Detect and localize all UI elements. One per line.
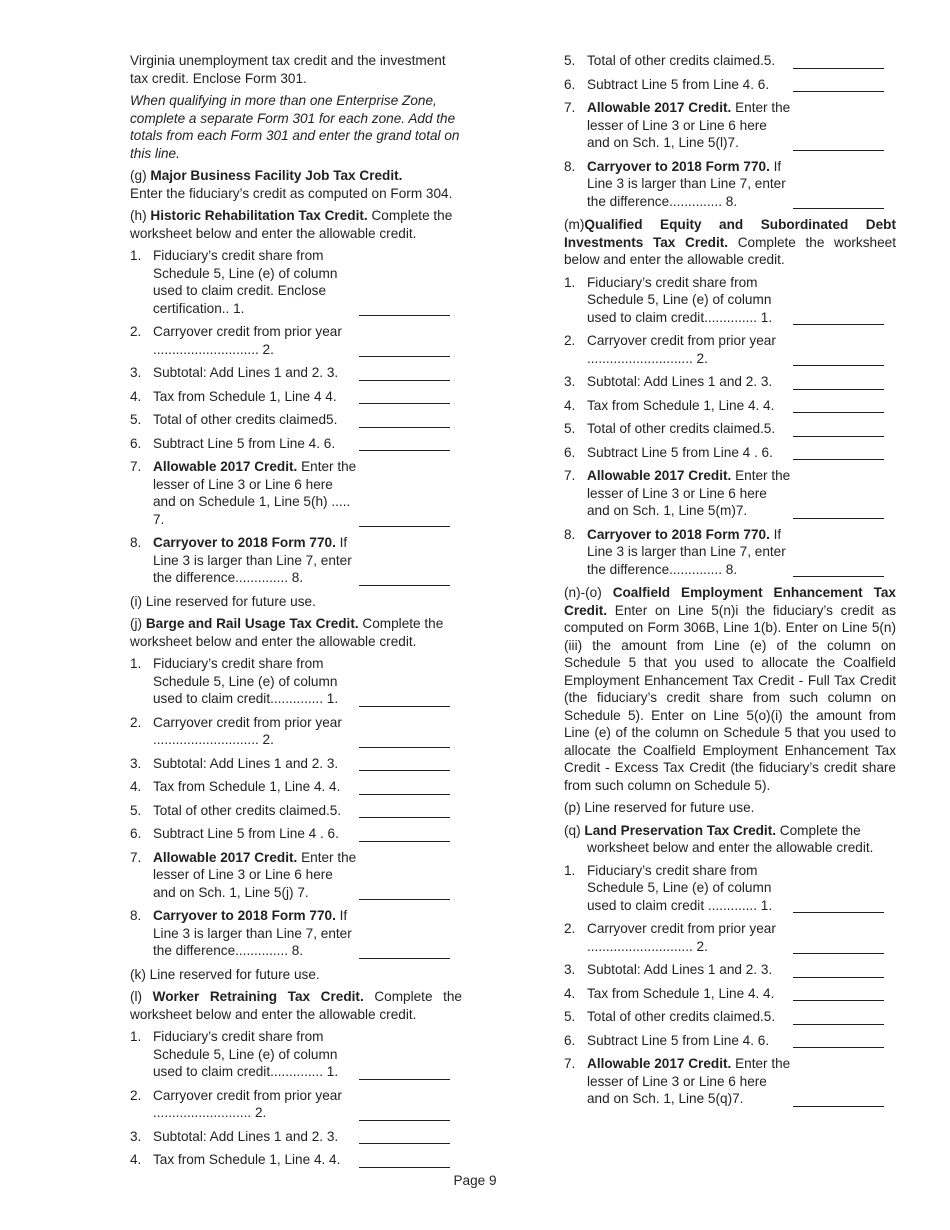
line-heading: Carryover to 2018 Form 770.	[153, 908, 336, 923]
entry-field-line[interactable]	[793, 436, 884, 437]
worksheet-line	[564, 158, 896, 211]
line-label: Subtotal: Add Lines 1 and 2. 3.	[587, 962, 773, 977]
line-heading: Carryover to 2018 Form 770.	[153, 535, 336, 550]
section-j-title: Barge and Rail Usage Tax Credit.	[145, 616, 359, 631]
line-number: 7.	[130, 849, 142, 865]
worksheet-line	[564, 961, 896, 979]
worksheet-line	[564, 99, 896, 152]
line-text	[587, 99, 792, 152]
line-number: 1.	[130, 1029, 142, 1044]
line-number: 1.	[130, 656, 142, 671]
entry-field-line[interactable]	[793, 365, 884, 366]
worksheet-line	[564, 52, 896, 70]
line-text	[153, 247, 358, 317]
line-number: 6.	[564, 1032, 576, 1048]
entry-field-line[interactable]	[359, 1167, 450, 1168]
line-heading: Allowable 2017 Credit.	[587, 100, 732, 115]
entry-field-line[interactable]	[793, 150, 884, 151]
line-number: 4.	[564, 397, 576, 413]
line-label: Subtotal: Add Lines 1 and 2. 3.	[153, 365, 339, 380]
worksheet-line	[130, 364, 462, 382]
line-label: Fiduciary’s credit share from Schedule 5, Line (e) of column used to claim credit. Enclose certification.. 1.	[153, 248, 338, 316]
line-label: Subtotal: Add Lines 1 and 2. 3.	[153, 755, 339, 771]
line-number: 3.	[564, 374, 576, 389]
line-number: 6.	[564, 444, 576, 460]
line-text	[587, 920, 792, 955]
worksheet-line	[130, 802, 462, 820]
line-text	[153, 825, 358, 843]
line-number: 6.	[130, 435, 142, 451]
line-heading: Carryover to 2018 Form 770.	[587, 158, 770, 174]
section-p: (p) Line reserved for future use.	[564, 800, 755, 815]
line-label: Fiduciary’s credit share from Schedule 5, Line (e) of column used to claim credit.............. 1.	[587, 274, 773, 325]
line-number: 4.	[130, 388, 142, 404]
line-number: 1.	[130, 248, 142, 263]
line-label: Carryover credit from prior year ............................ 2.	[587, 333, 776, 366]
section-l-title: Worker Retraining Tax Credit.	[152, 989, 364, 1004]
entry-field-line[interactable]	[793, 1000, 884, 1001]
line-text	[587, 373, 792, 391]
entry-field-line[interactable]	[359, 706, 450, 707]
entry-field-line[interactable]	[359, 450, 450, 451]
line-label: Carryover credit from prior year ............................ 2.	[153, 324, 342, 357]
worksheet-l	[130, 1028, 462, 1169]
line-number: 8.	[564, 526, 576, 542]
entry-field-line[interactable]	[793, 324, 884, 325]
line-label: Subtract Line 5 from Line 4. 6.	[153, 435, 336, 451]
line-label: If Line 3 is larger than Line 7, enter the difference.............. 8.	[153, 535, 352, 585]
worksheet-line	[564, 985, 896, 1003]
line-number: 8.	[130, 535, 142, 550]
worksheet-q	[564, 862, 896, 1108]
line-text	[153, 778, 358, 796]
line-text	[153, 323, 358, 358]
line-text	[587, 1008, 792, 1026]
worksheet-line	[130, 411, 462, 429]
line-label: Enter the lesser of Line 3 or Line 6 here and on Schedule 1, Line 5(h) ..... 7.	[153, 459, 357, 527]
line-text	[587, 158, 792, 211]
line-text	[153, 411, 358, 429]
line-label: Tax from Schedule 1, Line 4. 4.	[587, 397, 775, 413]
line-number: 5.	[564, 1009, 576, 1024]
line-label: Tax from Schedule 1, Line 4. 4.	[587, 985, 775, 1001]
worksheet-line	[564, 1008, 896, 1026]
line-number: 5.	[130, 802, 142, 818]
line-text	[587, 52, 792, 70]
worksheet-line	[130, 534, 462, 587]
worksheet-line	[564, 332, 896, 367]
entry-field-line[interactable]	[359, 747, 450, 748]
entry-field-line[interactable]	[359, 380, 450, 381]
line-label: Subtract Line 5 from Line 4. 6.	[587, 1032, 770, 1048]
worksheet-line	[564, 467, 896, 520]
section-q-title: Land Preservation Tax Credit.	[584, 822, 777, 838]
section-g-title: Major Business Facility Job Tax Credit.	[150, 168, 403, 183]
line-number: 6.	[564, 76, 576, 92]
worksheet-line	[564, 862, 896, 915]
line-text	[587, 1032, 792, 1050]
entry-field-line[interactable]	[359, 1143, 450, 1144]
line-text	[153, 534, 358, 587]
section-n-o-title: Coalfield Employment Enhancement Tax Credit.	[564, 585, 896, 618]
line-number: 8.	[564, 158, 576, 174]
line-number: 3.	[130, 1128, 142, 1144]
line-text	[587, 467, 792, 520]
section-n-o: (n)-(o) Coalfield Employment Enhancement Tax Credit. Enter on Line 5(n)i the fiduciary’s credit as computed on Form 306B, Line 1(b). Enter on Line 5(n)(iii) the amount from Line (e) of the column on Schedule 5 that you used to allocate the Coalfield Employment Enhancement Tax Credit - Full Tax Credit (the fiduciary’s credit share from such column on Schedule 5). Enter on Line 5(o)(i) the amount from Line (e) of the column on Schedule 5 that you used to allocate the Coalfield Employment Enhancement Tax Credit - Excess Tax Credit (the fiduciary’s credit share from such column on Schedule 5).	[564, 585, 896, 793]
line-heading: Allowable 2017 Credit.	[587, 468, 732, 483]
entry-field-line[interactable]	[359, 794, 450, 795]
line-number: 6.	[130, 826, 142, 841]
entry-field-line[interactable]	[359, 403, 450, 404]
worksheet-line	[564, 397, 896, 415]
worksheet-line	[130, 247, 462, 317]
line-text	[153, 458, 358, 528]
line-label: Carryover credit from prior year ............................ 2.	[587, 921, 776, 954]
entry-field-line[interactable]	[793, 953, 884, 954]
line-label: Carryover credit from prior year .......................... 2.	[153, 1087, 342, 1120]
line-label: Subtotal: Add Lines 1 and 2. 3.	[153, 1128, 339, 1144]
line-number: 7.	[130, 459, 142, 474]
line-label: Enter the lesser of Line 3 or Line 6 here and on Sch. 1, Line 5(j) 7.	[153, 849, 357, 900]
worksheet-line	[130, 458, 462, 528]
line-number: 2.	[130, 714, 142, 730]
worksheet-line	[130, 714, 462, 749]
worksheet-line	[564, 1055, 896, 1108]
line-number: 1.	[564, 274, 576, 290]
line-text	[153, 907, 358, 960]
line-label: If Line 3 is larger than Line 7, enter the difference.............. 8.	[153, 908, 352, 958]
worksheet-line	[564, 373, 896, 391]
line-number: 5.	[564, 53, 576, 68]
entry-field-line[interactable]	[793, 1106, 884, 1107]
line-number: 3.	[130, 755, 142, 771]
line-label: Total of other credits claimed.5.	[153, 802, 342, 818]
worksheet-line	[130, 907, 462, 960]
worksheet-line	[130, 1087, 462, 1122]
line-number: 4.	[564, 985, 576, 1001]
left-column	[130, 52, 462, 1175]
line-label: If Line 3 is larger than Line 7, enter the difference.............. 8.	[587, 158, 786, 209]
line-text	[153, 655, 358, 708]
worksheet-line	[130, 435, 462, 453]
entry-field-line[interactable]	[793, 1024, 884, 1025]
line-label: Total of other credits claimed5.	[153, 412, 338, 427]
line-label: Total of other credits claimed.5.	[587, 1009, 776, 1024]
line-heading: Allowable 2017 Credit.	[587, 1056, 732, 1071]
entry-field-line[interactable]	[793, 1047, 884, 1048]
entry-field-line[interactable]	[793, 977, 884, 978]
worksheet-line	[564, 920, 896, 955]
entry-field-line[interactable]	[793, 68, 884, 69]
line-text	[153, 1151, 358, 1169]
line-number: 2.	[130, 1087, 142, 1103]
right-column	[564, 52, 896, 1114]
line-text	[153, 1128, 358, 1146]
line-number: 3.	[564, 962, 576, 977]
line-number: 7.	[564, 1056, 576, 1071]
line-label: Tax from Schedule 1, Line 4. 4.	[153, 779, 341, 794]
worksheet-line	[564, 420, 896, 438]
entry-field-line[interactable]	[359, 315, 450, 316]
line-label: Subtract Line 5 from Line 4 . 6.	[587, 444, 773, 460]
section-j: (j) Barge and Rail Usage Tax Credit. Complete the worksheet below and enter the allowable credit.	[130, 616, 444, 649]
entry-field-line[interactable]	[359, 958, 450, 959]
worksheet-line	[130, 1028, 462, 1081]
intro-italic-note: When qualifying in more than one Enterprise Zone, complete a separate Form 301 for each zone. Add the totals from each Form 301 and enter the grand total on this line.	[130, 93, 460, 161]
entry-field-line[interactable]	[793, 412, 884, 413]
line-label: Subtract Line 5 from Line 4. 6.	[587, 76, 770, 92]
line-number: 4.	[130, 1152, 142, 1167]
worksheet-line	[130, 849, 462, 902]
line-number: 5.	[130, 412, 142, 427]
entry-field-line[interactable]	[793, 576, 884, 577]
line-text	[153, 1028, 358, 1081]
worksheet-line	[130, 1151, 462, 1169]
page-number: Page 9	[453, 1173, 497, 1188]
line-number: 3.	[130, 365, 142, 380]
line-text	[153, 388, 358, 406]
line-text	[153, 802, 358, 820]
worksheet-l-continued	[564, 52, 896, 210]
line-label: Fiduciary’s credit share from Schedule 5, Line (e) of column used to claim credit.............. 1.	[153, 1029, 339, 1079]
section-g: (g) Major Business Facility Job Tax Credit. Enter the fiduciary’s credit as computed on Form 304.	[130, 168, 453, 201]
entry-field-line[interactable]	[793, 518, 884, 519]
line-label: Enter the lesser of Line 3 or Line 6 here and on Sch. 1, Line 5(m)7.	[587, 468, 791, 518]
line-number: 7.	[564, 100, 576, 115]
line-number: 4.	[130, 779, 142, 794]
entry-field-line[interactable]	[793, 208, 884, 209]
line-text	[587, 76, 792, 94]
worksheet-line	[130, 755, 462, 773]
line-text	[587, 274, 792, 327]
section-l: (l) Worker Retraining Tax Credit. Complete the worksheet below and enter the allowable credit.	[130, 989, 462, 1022]
line-label: Enter the lesser of Line 3 or Line 6 here and on Sch. 1, Line 5(l)7.	[587, 100, 791, 150]
line-label: Fiduciary’s credit share from Schedule 5, Line (e) of column used to claim credit ............. 1.	[587, 862, 773, 913]
line-text	[153, 849, 358, 902]
line-text	[153, 755, 358, 773]
entry-field-line[interactable]	[793, 91, 884, 92]
line-heading: Allowable 2017 Credit.	[153, 849, 298, 865]
line-text	[587, 985, 792, 1003]
line-number: 5.	[564, 421, 576, 436]
line-text	[153, 364, 358, 382]
line-label: Tax from Schedule 1, Line 4 4.	[153, 388, 337, 404]
worksheet-line	[130, 655, 462, 708]
worksheet-line	[564, 1032, 896, 1050]
line-label: Carryover credit from prior year ............................ 2.	[153, 714, 342, 747]
line-text	[153, 435, 358, 453]
line-label: Fiduciary’s credit share from Schedule 5, Line (e) of column used to claim credit.............. 1.	[153, 656, 339, 706]
line-number: 2.	[564, 921, 576, 936]
entry-field-line[interactable]	[359, 817, 450, 818]
worksheet-line	[130, 1128, 462, 1146]
worksheet-m	[564, 274, 896, 579]
section-q: (q) Land Preservation Tax Credit. Complete the worksheet below and enter the allowable credit.	[564, 822, 874, 855]
worksheet-j	[130, 655, 462, 960]
worksheet-line	[564, 274, 896, 327]
worksheet-line	[130, 825, 462, 843]
line-number: 7.	[564, 468, 576, 483]
line-text	[587, 332, 792, 367]
section-h-title: Historic Rehabilitation Tax Credit.	[150, 208, 368, 223]
worksheet-line	[564, 526, 896, 579]
intro-text: Virginia unemployment tax credit and the investment tax credit. Enclose Form 301.	[130, 53, 446, 86]
worksheet-h	[130, 247, 462, 587]
entry-field-line[interactable]	[359, 1079, 450, 1080]
section-g-text: Enter the fiduciary’s credit as computed on Form 304.	[130, 185, 453, 201]
entry-field-line[interactable]	[359, 356, 450, 357]
section-i: (i) Line reserved for future use.	[130, 593, 316, 609]
entry-field-line[interactable]	[793, 389, 884, 390]
entry-field-line[interactable]	[359, 526, 450, 527]
line-label: If Line 3 is larger than Line 7, enter the difference.............. 8.	[587, 526, 786, 577]
line-heading: Carryover to 2018 Form 770.	[587, 526, 770, 542]
worksheet-line	[130, 323, 462, 358]
line-label: Enter the lesser of Line 3 or Line 6 here and on Sch. 1, Line 5(q)7.	[587, 1056, 791, 1106]
line-text	[587, 526, 792, 579]
line-text	[587, 862, 792, 915]
line-text	[587, 1055, 792, 1108]
section-k: (k) Line reserved for future use.	[130, 966, 320, 982]
worksheet-line	[564, 444, 896, 462]
entry-field-line[interactable]	[359, 585, 450, 586]
section-m-title: Qualified Equity and Subordinated Debt Investments Tax Credit.	[564, 217, 896, 250]
entry-field-line[interactable]	[793, 459, 884, 460]
section-m: (m)Qualified Equity and Subordinated Debt Investments Tax Credit. Complete the worksheet below and enter the allowable credit.	[564, 217, 896, 267]
entry-field-line[interactable]	[359, 899, 450, 900]
line-heading: Allowable 2017 Credit.	[153, 459, 298, 474]
entry-field-line[interactable]	[359, 427, 450, 428]
line-text	[587, 420, 792, 438]
line-label: Subtotal: Add Lines 1 and 2. 3.	[587, 374, 773, 389]
worksheet-line	[130, 778, 462, 796]
line-number: 1.	[564, 862, 576, 878]
line-number: 2.	[564, 333, 576, 348]
line-label: Total of other credits claimed.5.	[587, 421, 776, 436]
line-text	[587, 444, 792, 462]
worksheet-line	[130, 388, 462, 406]
line-text	[153, 714, 358, 749]
line-label: Tax from Schedule 1, Line 4. 4.	[153, 1152, 341, 1167]
line-text	[587, 961, 792, 979]
line-label: Total of other credits claimed.5.	[587, 53, 776, 68]
line-text	[587, 397, 792, 415]
section-h: (h) Historic Rehabilitation Tax Credit. Complete the worksheet below and enter the allowable credit.	[130, 208, 453, 241]
worksheet-line	[564, 76, 896, 94]
line-text	[153, 1087, 358, 1122]
entry-field-line[interactable]	[359, 1120, 450, 1121]
line-label: Subtract Line 5 from Line 4 . 6.	[153, 826, 339, 841]
entry-field-line[interactable]	[359, 770, 450, 771]
entry-field-line[interactable]	[793, 912, 884, 913]
line-number: 2.	[130, 324, 142, 339]
entry-field-line[interactable]	[359, 841, 450, 842]
line-number: 8.	[130, 908, 142, 923]
